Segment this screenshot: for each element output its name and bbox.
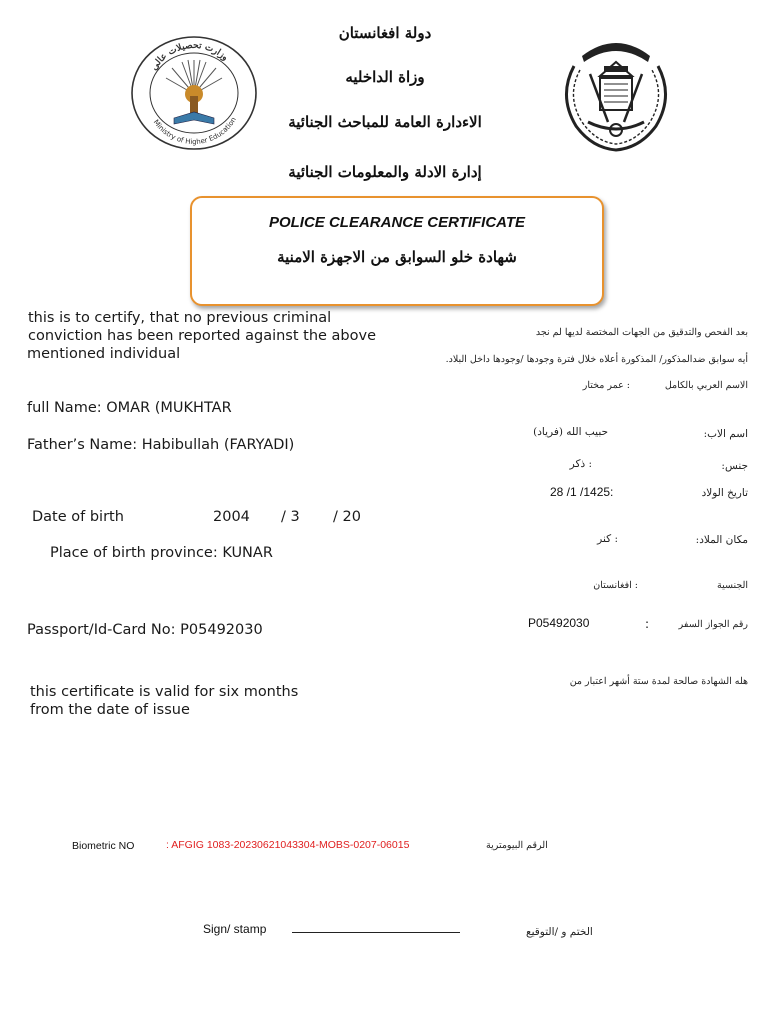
validity-ar: هله الشهادة صالحة لمدة ستة أشهر اعتبار من	[569, 676, 748, 687]
dob-day: / 20	[333, 509, 361, 525]
place-of-birth: Place of birth province: KUNAR	[50, 545, 273, 561]
certify-ar-line1: بعد الفحص والتدقيق من الجهات المختصة لديها لم نجد	[535, 327, 748, 338]
certify-text-line2: conviction has been reported against the above	[28, 328, 377, 344]
header-line-directorate: الاءدارة العامة للمباحث الجنائية	[288, 113, 482, 131]
national-emblem	[552, 26, 680, 158]
full-name: full Name: OMAR (MUKHTAR	[27, 400, 232, 416]
ar-passport-colon: :	[645, 617, 650, 631]
certify-text-line1: this is to certify, that no previous criminal	[28, 310, 332, 326]
signature-line	[292, 932, 460, 933]
header-line-ministry: وزاة الداخليه	[345, 68, 425, 86]
ar-father-value: حبيب الله (فرياد)	[533, 426, 608, 438]
biometric-ar-label: الرقم البيومترية	[486, 840, 548, 851]
sign-stamp-ar-label: الختم و /التوقيع	[526, 926, 593, 938]
ministry-higher-education-seal	[128, 34, 260, 152]
passport-number: Passport/Id-Card No: P05492030	[27, 622, 263, 638]
certify-text-line3: mentioned individual	[27, 346, 181, 362]
ar-pob-label: مكان الملاد:	[695, 534, 748, 546]
ar-name-label: الاسم العربي بالكامل	[664, 380, 748, 391]
dob-label: Date of birth	[32, 509, 124, 525]
dob-month: / 3	[281, 509, 300, 525]
ar-passport-label: رقم الجواز السفر	[678, 619, 748, 630]
seal-ministry-text: Ministry of Higher Education	[151, 115, 238, 147]
certificate-title-box	[190, 196, 604, 306]
certificate-title-ar: شهادة خلو السوابق من الاجهزة الامنية	[277, 248, 517, 266]
certificate-title-en: POLICE CLEARANCE CERTIFICATE	[268, 214, 526, 231]
certify-ar-line2: أيه سوابق ضدالمذكور/ المذكورة أعلاه خلال فترة وجودها /وجودها داخل البلاد.	[445, 354, 748, 365]
header-line-department: إدارة الادلة والمعلومات الجنائية	[288, 163, 482, 181]
biometric-label: Biometric NO	[72, 840, 135, 852]
sign-stamp-label: Sign/ stamp	[203, 922, 267, 936]
ar-gender-label: جنس:	[721, 460, 748, 472]
ar-pob-value: : كنر	[597, 533, 618, 545]
header-line-country: دولة افغانستان	[338, 24, 432, 42]
ar-gender-value: : ذكر	[569, 458, 592, 470]
biometric-number: : AFGIG 1083-20230621043304-MOBS-0207-06015	[166, 839, 410, 851]
ar-father-label: اسم الاب:	[703, 428, 748, 440]
ar-nationality-label: الجنسية	[717, 580, 748, 591]
ar-name-value: : عمر مختار	[582, 380, 630, 391]
ar-passport-value: P05492030	[528, 616, 590, 630]
ar-dob-value: 28 /1 /1425:	[550, 485, 614, 499]
seal-ministry-arabic-text: وزارت تحصیلات عالی	[149, 40, 230, 73]
father-name: Father’s Name: Habibullah (FARYADI)	[27, 437, 295, 453]
validity-text-line1: this certificate is valid for six months	[30, 684, 299, 700]
ar-nationality-value: : افغانستان	[593, 580, 638, 591]
ar-dob-label: تاريخ الولاد	[701, 487, 748, 499]
validity-text-line2: from the date of issue	[30, 702, 190, 718]
dob-year: 2004	[213, 509, 250, 525]
